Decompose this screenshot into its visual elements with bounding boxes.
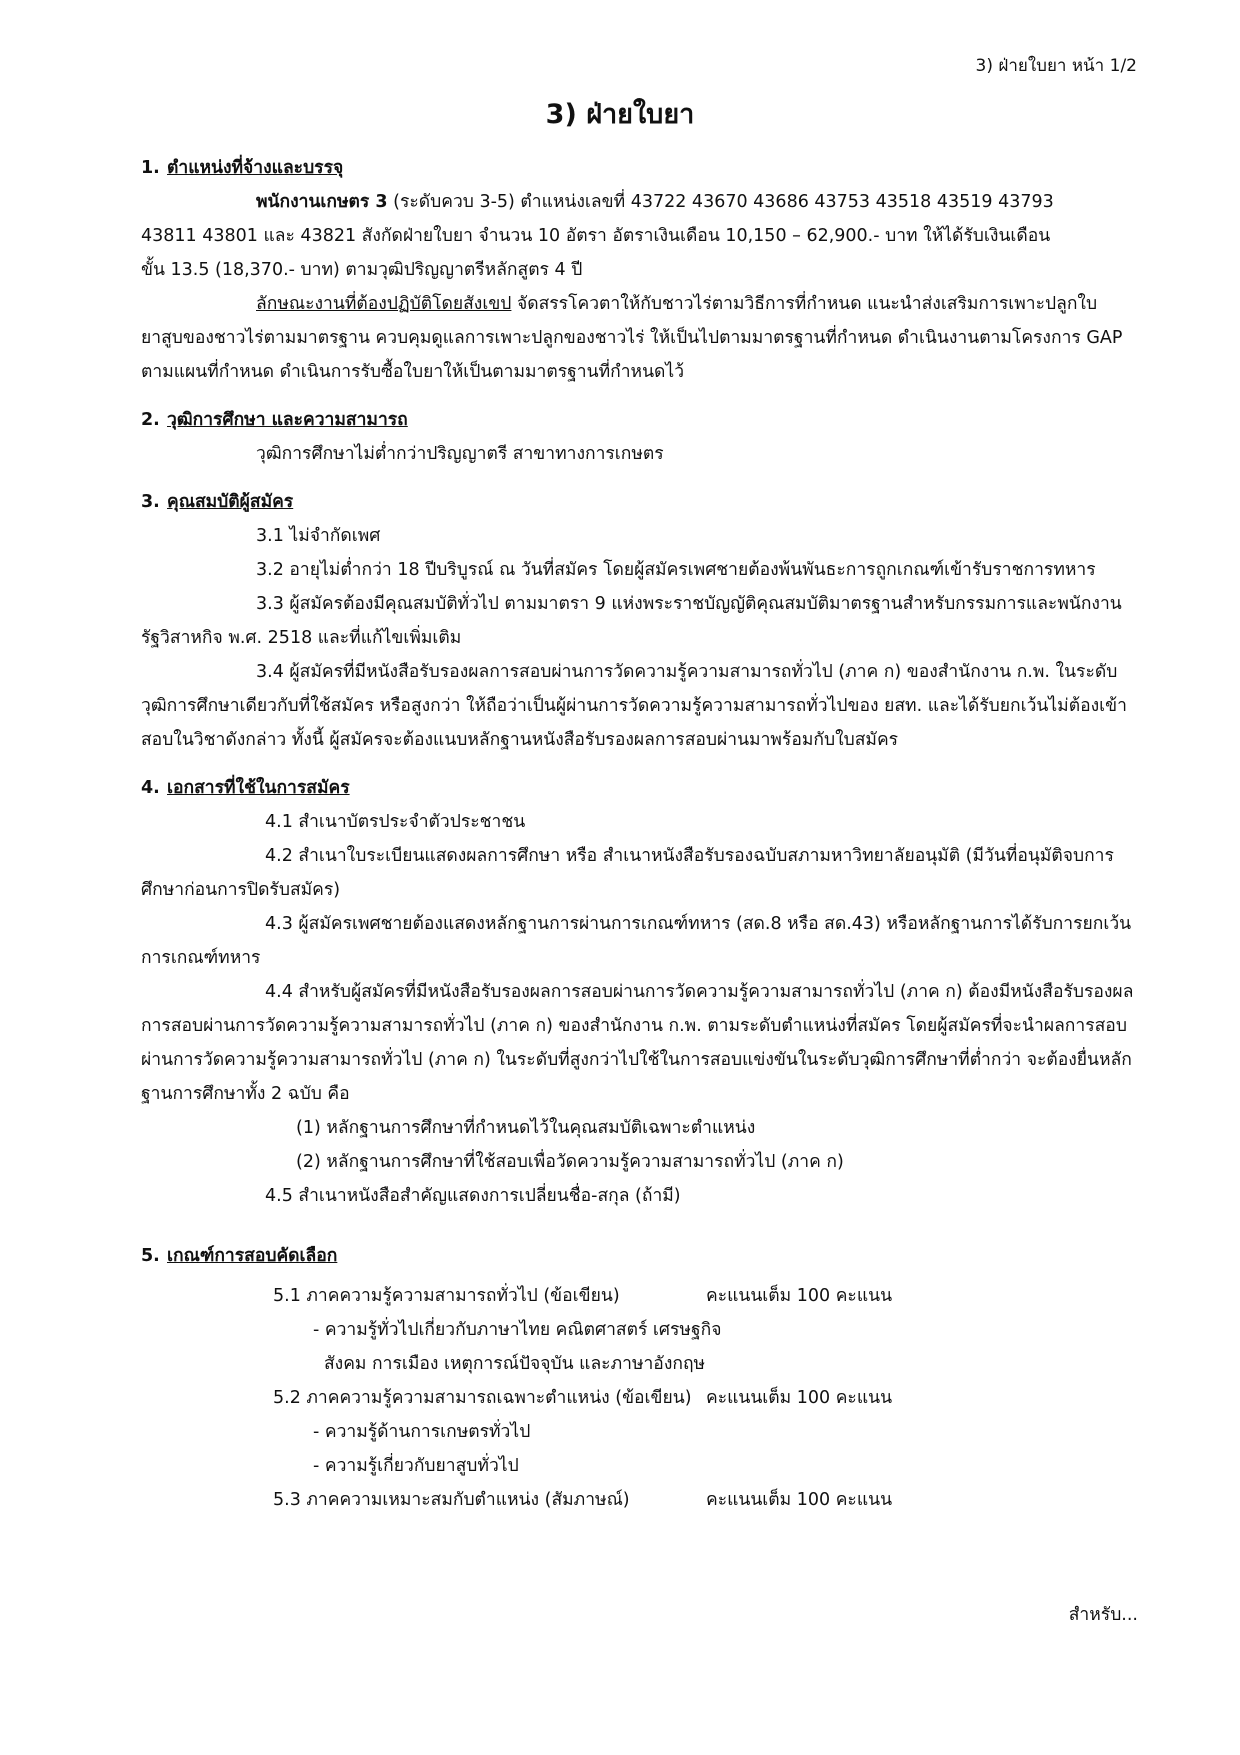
section-qualifications	[141, 485, 1137, 757]
qualification-item: 3.2 อายุไม่ต่ำกว่า 18 ปีบริบูรณ์ ณ วันที่สมัคร โดยผู้สมัครเพศชายต้องพ้นพันธะการถูกเกณฑ์เข้ารับราชการทหาร	[256, 560, 1096, 580]
qualification-item: 3.1 ไม่จำกัดเพศ	[256, 526, 381, 546]
criteria-label: 5.3 ภาคความเหมาะสมกับตำแหน่ง (สัมภาษณ์)	[273, 1490, 630, 1510]
criteria-detail: - ความรู้เกี่ยวกับยาสูบทั่วไป	[313, 1456, 519, 1476]
section-heading: 4. เอกสารที่ใช้ในการสมัคร	[141, 778, 350, 798]
section-heading: 5. เกณฑ์การสอบคัดเลือก	[141, 1246, 338, 1266]
criteria-detail: สังคม การเมือง เหตุการณ์ปัจจุบัน และภาษาอังกฤษ	[324, 1354, 706, 1374]
position-line-1: พนักงานเกษตร 3 (ระดับควบ 3-5) ตำแหน่งเลขที่ 43722 43670 43686 43753 43518 43519 43793	[256, 192, 1054, 212]
document-item: 4.1 สำเนาบัตรประจำตัวประชาชน	[265, 812, 526, 832]
criteria-score: คะแนนเต็ม 100 คะแนน	[706, 1490, 893, 1510]
criteria-row	[141, 1279, 1137, 1313]
position-line-2: 43811 43801 และ 43821 สังกัดฝ่ายใบยา จำนวน 10 อัตรา อัตราเงินเดือน 10,150 – 62,900.- บาท ให้ได้รับเงินเดือน	[141, 226, 1051, 246]
education-text: วุฒิการศึกษาไม่ต่ำกว่าปริญญาตรี สาขาทางการเกษตร	[256, 444, 664, 464]
qualification-item: 3.3 ผู้สมัครต้องมีคุณสมบัติทั่วไป ตามมาตรา 9 แห่งพระราชบัญญัติคุณสมบัติมาตรฐานสำหรับกรรมการและพนักงานรัฐวิสาหกิจ พ.ศ. 2518 และที่แก้ไขเพิ่มเติม	[141, 594, 1122, 648]
document-item: 4.3 ผู้สมัครเพศชายต้องแสดงหลักฐานการผ่านการเกณฑ์ทหาร (สด.8 หรือ สด.43) หรือหลักฐานการได้รับการยกเว้นการเกณฑ์ทหาร	[141, 914, 1132, 968]
page-title: 3) ฝ่ายใบยา	[545, 99, 695, 130]
page-reference: 3) ฝ่ายใบยา หน้า 1/2	[975, 56, 1137, 76]
section-heading: 3. คุณสมบัติผู้สมัคร	[141, 492, 294, 512]
section-heading: 2. วุฒิการศึกษา และความสามารถ	[141, 410, 408, 430]
qualification-item: 3.4 ผู้สมัครที่มีหนังสือรับรองผลการสอบผ่านการวัดความรู้ความสามารถทั่วไป (ภาค ก) ของสำนักงาน ก.พ. ในระดับวุฒิการศึกษาเดียวกับที่ใช้สมัคร หรือสูงกว่า ให้ถือว่าเป็นผู้ผ่านการวัดความรู้ความสามารถทั่วไปของ ยสท. และได้รับยกเว้นไม่ต้องเข้าสอบในวิชาดังกล่าว ทั้งนี้ ผู้สมัครจะต้องแนบหลักฐานหนังสือรับรองผลการสอบผ่านมาพร้อมกับใบสมัคร	[141, 662, 1127, 750]
continued-marker: สำหรับ...	[1068, 1605, 1138, 1625]
position-line-3: ขั้น 13.5 (18,370.- บาท) ตามวุฒิปริญญาตรีหลักสูตร 4 ปี	[141, 260, 583, 280]
document-subitem: (2) หลักฐานการศึกษาที่ใช้สอบเพื่อวัดความรู้ความสามารถทั่วไป (ภาค ก)	[296, 1152, 844, 1172]
section-selection-criteria	[141, 1239, 1137, 1517]
criteria-label: 5.2 ภาคความรู้ความสามารถเฉพาะตำแหน่ง (ข้อเขียน)	[273, 1388, 692, 1408]
criteria-row	[141, 1483, 1137, 1517]
criteria-detail: - ความรู้ด้านการเกษตรทั่วไป	[313, 1422, 531, 1442]
criteria-score: คะแนนเต็ม 100 คะแนน	[706, 1286, 893, 1306]
section-position	[141, 151, 1137, 389]
section-education	[141, 403, 1137, 471]
section-documents	[141, 771, 1137, 1213]
section-heading: 1. ตำแหน่งที่จ้างและบรรจุ	[141, 158, 344, 178]
criteria-label: 5.1 ภาคความรู้ความสามารถทั่วไป (ข้อเขียน)	[273, 1286, 620, 1306]
criteria-detail: - ความรู้ทั่วไปเกี่ยวกับภาษาไทย คณิตศาสตร์ เศรษฐกิจ	[313, 1320, 722, 1340]
document-body	[141, 147, 1137, 1517]
document-item: 4.4 สำหรับผู้สมัครที่มีหนังสือรับรองผลการสอบผ่านการวัดความรู้ความสามารถทั่วไป (ภาค ก) ต้องมีหนังสือรับรองผลการสอบผ่านการวัดความรู้ความสามารถทั่วไป (ภาค ก) ของสำนักงาน ก.พ. ตามระดับตำแหน่งที่สมัคร โดยผู้สมัครที่จะนำผลการสอบผ่านการวัดความรู้ความสามารถทั่วไป (ภาค ก) ในระดับที่สูงกว่าไปใช้ในการสอบแข่งขันในระดับวุฒิการศึกษาที่ต่ำกว่า จะต้องยื่นหลักฐานการศึกษาทั้ง 2 ฉบับ คือ	[141, 982, 1134, 1104]
document-subitem: (1) หลักฐานการศึกษาที่กำหนดไว้ในคุณสมบัติเฉพาะตำแหน่ง	[296, 1118, 756, 1138]
duty-paragraph: ลักษณะงานที่ต้องปฏิบัติโดยสังเขป จัดสรรโควตาให้กับชาวไร่ตามวิธีการที่กำหนด แนะนำส่งเสริมการเพาะปลูกใบยาสูบของชาวไร่ตามมาตรฐาน ควบคุมดูแลการเพาะปลูกของชาวไร่ ให้เป็นไปตามมาตรฐานที่กำหนด ดำเนินงานตามโครงการ GAP ตามแผนที่กำหนด ดำเนินการรับซื้อใบยาให้เป็นตามมาตรฐานที่กำหนดไว้	[141, 294, 1123, 382]
document-item: 4.5 สำเนาหนังสือสำคัญแสดงการเปลี่ยนชื่อ-สกุล (ถ้ามี)	[265, 1186, 681, 1206]
document-item: 4.2 สำเนาใบระเบียนแสดงผลการศึกษา หรือ สำเนาหนังสือรับรองฉบับสภามหาวิทยาลัยอนุมัติ (มีวันที่อนุมัติจบการศึกษาก่อนการปิดรับสมัคร)	[141, 846, 1114, 900]
criteria-score: คะแนนเต็ม 100 คะแนน	[706, 1388, 893, 1408]
criteria-row	[141, 1381, 1137, 1415]
